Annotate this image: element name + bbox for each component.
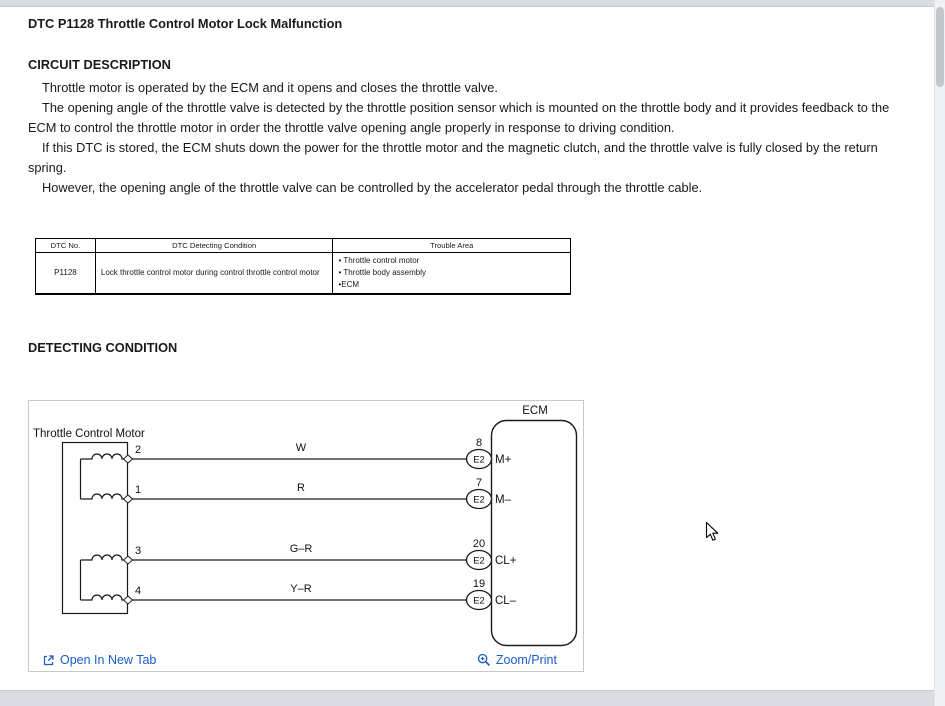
col-header-dtc-no: DTC No.: [36, 239, 96, 253]
wiring-diagram-panel: [28, 400, 584, 672]
circuit-description-heading: CIRCUIT DESCRIPTION: [28, 57, 171, 72]
terminal-label: CL+: [495, 555, 517, 567]
trouble-area-item: • Throttle control motor: [338, 256, 420, 266]
wire-row: [81, 437, 512, 469]
dtc-table: [35, 238, 571, 295]
scrollbar-thumb[interactable]: [936, 7, 944, 87]
bottom-divider: [0, 690, 945, 706]
top-divider: [0, 0, 945, 7]
zoom-print-link[interactable]: [477, 653, 557, 667]
motor-pin-number: 3: [135, 545, 142, 557]
paragraph: Throttle motor is operated by the ECM and it opens and closes the throttle valve.: [42, 80, 498, 95]
open-in-new-tab-label: Open In New Tab: [60, 653, 157, 667]
ecm-label: ECM: [522, 405, 548, 417]
circuit-description-text: [28, 78, 908, 198]
page-title: DTC P1128 Throttle Control Motor Lock Malfunction: [28, 16, 343, 31]
wire-color-label: G–R: [289, 543, 313, 555]
connector-id: E2: [473, 595, 485, 607]
terminal-label: M+: [495, 454, 512, 466]
wire-row: [81, 538, 517, 570]
motor-pin-number: 4: [135, 585, 142, 597]
diagram-toolbar: [29, 649, 583, 671]
open-in-new-tab-link[interactable]: [42, 653, 156, 667]
connector-id: E2: [473, 494, 485, 506]
table-row: [36, 253, 571, 294]
motor-pin-terminal: [124, 556, 133, 564]
ecm-pin-number: 7: [475, 477, 483, 489]
trouble-area-item: •ECM: [338, 279, 360, 289]
motor-pin-terminal: [124, 495, 133, 503]
coil-winding: [81, 595, 125, 600]
connector-id: E2: [473, 555, 485, 567]
zoom-print-label: Zoom/Print: [495, 653, 557, 667]
motor-pin-terminal: [124, 455, 133, 463]
coil-winding: [81, 494, 125, 499]
open-in-new-icon: [42, 654, 55, 667]
table-header-row: [36, 239, 571, 253]
wire-row: [81, 578, 517, 610]
detecting-condition-heading: DETECTING CONDITION: [28, 340, 178, 355]
ecm-pin-number: 8: [475, 437, 483, 449]
ecm-pin-number: 20: [472, 538, 486, 550]
mouse-cursor: [705, 521, 720, 542]
motor-body-outline: [63, 443, 128, 614]
connector-id: E2: [473, 454, 485, 466]
col-header-trouble-area: Trouble Area: [333, 239, 571, 253]
coil-winding: [81, 454, 125, 459]
wire-color-label: R: [297, 482, 305, 494]
trouble-area-item: • Throttle body assembly: [338, 267, 427, 277]
terminal-label: M–: [495, 494, 511, 506]
motor-pin-terminal: [124, 596, 133, 604]
magnifier-plus-icon: [477, 653, 491, 667]
wire-color-label: W: [295, 442, 307, 454]
ecm-pin-number: 19: [472, 578, 486, 590]
document-page: [0, 7, 934, 690]
wire-color-label: Y–R: [290, 583, 312, 595]
paragraph: The opening angle of the throttle valve is detected by the throttle position sensor which is mounted on the throttle body and it provides feedback to the ECM to control the throttle motor in order the throttle valve opening angle properly in response to driving condition.: [28, 100, 890, 135]
paragraph: If this DTC is stored, the ECM shuts down the power for the throttle motor and the magnetic clutch, and the throttle valve is fully closed by the return spring.: [28, 140, 878, 175]
terminal-label: CL–: [495, 595, 517, 607]
motor-pin-number: 1: [135, 484, 142, 496]
motor-pin-number: 2: [135, 444, 142, 456]
coil-winding: [81, 555, 125, 560]
paragraph: However, the opening angle of the throttle valve can be controlled by the accelerator pedal through the throttle cable.: [42, 180, 703, 195]
wire-row: [81, 477, 512, 509]
cell-detecting-condition: Lock throttle control motor during control throttle control motor: [95, 253, 333, 294]
cell-dtc-no: P1128: [36, 253, 96, 294]
cell-trouble-area: [333, 253, 571, 294]
throttle-control-motor-label: Throttle Control Motor: [33, 428, 145, 440]
wiring-diagram: [29, 401, 583, 649]
col-header-detecting-condition: DTC Detecting Condition: [95, 239, 333, 253]
scrollbar[interactable]: [934, 0, 945, 706]
